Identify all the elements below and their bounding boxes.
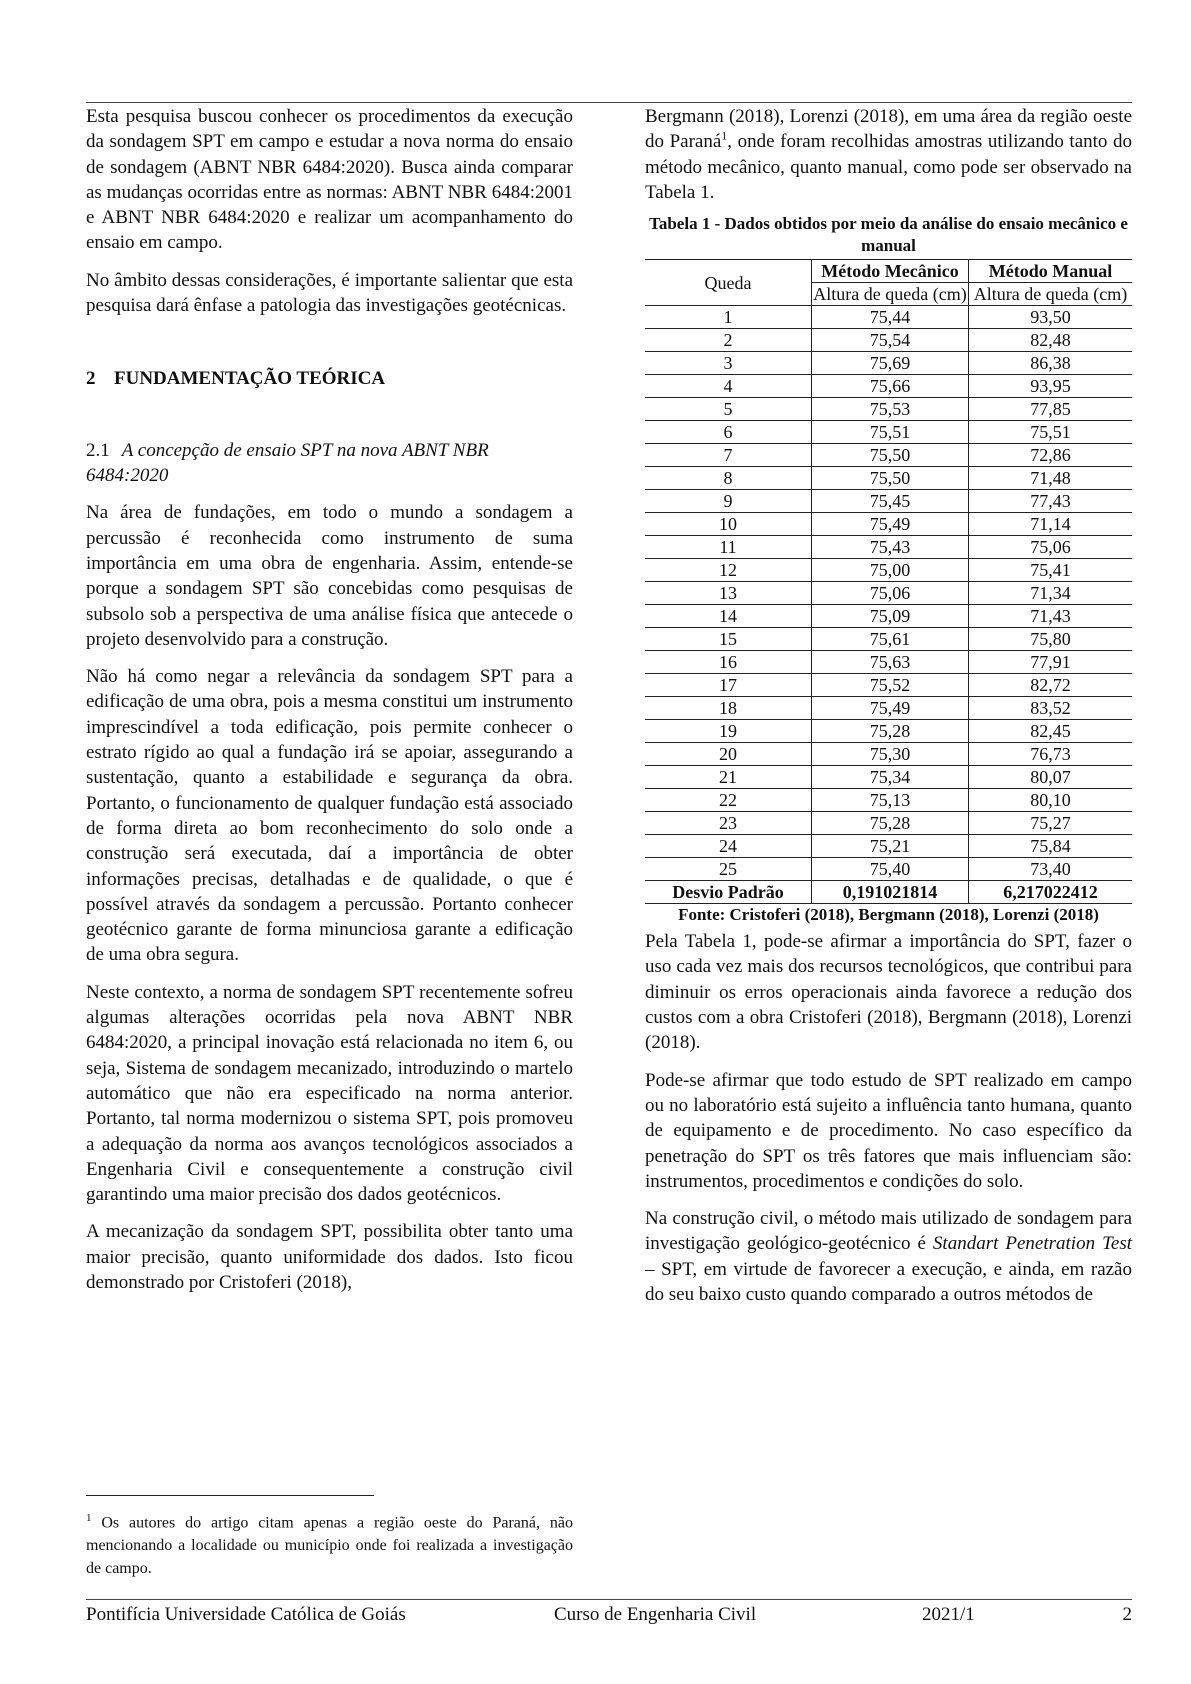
cell-queda: 1	[645, 306, 812, 329]
cell-manual: 75,06	[969, 536, 1133, 559]
cell-mecanico: 75,28	[812, 812, 969, 835]
cell-manual: 83,52	[969, 697, 1133, 720]
cell-mecanico: 75,21	[812, 835, 969, 858]
cell-mecanico: 75,43	[812, 536, 969, 559]
footnote	[86, 1507, 573, 1580]
header-metodo-mecanico: Método Mecânico	[812, 260, 969, 283]
cell-manual: 82,72	[969, 674, 1133, 697]
subheader-altura-manual: Altura de queda (cm)	[969, 283, 1133, 306]
header-rule	[86, 102, 1132, 103]
footer-course: Curso de Engenharia Civil	[554, 1604, 757, 1625]
cell-queda: 24	[645, 835, 812, 858]
cell-queda: 17	[645, 674, 812, 697]
footnote-marker: 1	[86, 1512, 92, 1524]
table-row	[645, 467, 1132, 490]
cell-queda: 10	[645, 513, 812, 536]
table-row	[645, 605, 1132, 628]
cell-queda: 21	[645, 766, 812, 789]
cell-mecanico: 75,63	[812, 651, 969, 674]
cell-manual: 76,73	[969, 743, 1133, 766]
cell-mecanico: 75,54	[812, 329, 969, 352]
paragraph-fundacoes: Na área de fundações, em todo o mundo a sondagem a percussão é reconhecida como instrumento de suma importância em uma obra de engenharia. Assim, entende-se porque a sondagem SPT são concebidas como pesquisas de subsolo sob a perspectiva de uma análise física que antecede o projeto desenvolvido para a construção.	[86, 502, 573, 650]
footer-page-number: 2	[1122, 1604, 1132, 1625]
section-title: FUNDAMENTAÇÃO TEÓRICA	[114, 368, 386, 390]
paragraph-continuation-b: , onde foram recolhidas amostras utilizando tanto do método mecânico, quanto manual, como pode ser observado na Tabela 1.	[645, 131, 1132, 203]
cell-mecanico: 75,52	[812, 674, 969, 697]
cell-manual: 86,38	[969, 352, 1133, 375]
table-row	[645, 651, 1132, 674]
cell-mecanico: 75,51	[812, 421, 969, 444]
footer-semester: 2021/1	[922, 1604, 975, 1625]
cell-manual: 75,41	[969, 559, 1133, 582]
cell-mecanico: 75,34	[812, 766, 969, 789]
cell-queda: 6	[645, 421, 812, 444]
table-row	[645, 628, 1132, 651]
table-row	[645, 398, 1132, 421]
subsection-title: A concepção de ensaio SPT na nova ABNT NBR 6484:2020	[86, 440, 489, 487]
cell-mecanico: 75,45	[812, 490, 969, 513]
cell-queda: 22	[645, 789, 812, 812]
table-source: Fonte: Cristoferi (2018), Bergmann (2018), Lorenzi (2018)	[678, 905, 1099, 925]
paragraph-fatores: Pode-se afirmar que todo estudo de SPT realizado em campo ou no laboratório está sujeito a influência tanto humana, quanto de equipamento e de procedimento. No caso específico da penetração do SPT os três fatores que mais influenciam são: instrumentos, procedimentos e condições do solo.	[645, 1069, 1132, 1192]
footer-institution: Pontifícia Universidade Católica de Goiás	[86, 1604, 406, 1625]
paragraph-tabela-analise: Pela Tabela 1, pode-se afirmar a importância do SPT, fazer o uso cada vez mais dos recursos tecnológicos, que contribui para diminuir os erros operacionais ainda favorece a redução dos custos com a obra Cristoferi (2018), Bergmann (2018), Lorenzi (2018).	[645, 931, 1132, 1054]
table-row	[645, 812, 1132, 835]
cell-queda: 9	[645, 490, 812, 513]
cell-manual: 73,40	[969, 858, 1133, 881]
cell-manual: 80,10	[969, 789, 1133, 812]
cell-manual: 71,34	[969, 582, 1133, 605]
table-row	[645, 789, 1132, 812]
cell-mecanico: 75,09	[812, 605, 969, 628]
cell-mecanico: 75,69	[812, 352, 969, 375]
table-row	[645, 490, 1132, 513]
cell-queda: 7	[645, 444, 812, 467]
cell-queda: 4	[645, 375, 812, 398]
table-row	[645, 743, 1132, 766]
paragraph-relevancia: Não há como negar a relevância da sondagem SPT para a edificação de uma obra, pois a mesma constitui um instrumento imprescindível a toda edificação, pois permite conhecer o estrato rígido ao qual a fundação irá se apoiar, assegurando a sustentação, quanto a estabilidade e segurança da obra. Portanto, o funcionamento de qualquer fundação está associado de forma direta ao bom reconhecimento do solo onde a construção será executada, daí a importância de obter informações precisas, detalhadas e de qualidade, o que é possível através da sondagem a percussão. Portanto conhecer geotécnico garante de forma minunciosa garante a edificação de uma obra segura.	[86, 666, 573, 966]
paragraph-mecanizacao: A mecanização da sondagem SPT, possibilita obter tanto uma maior precisão, quanto uniformidade dos dados. Isto ficou demonstrado por Cristoferi (2018),	[86, 1221, 573, 1293]
cell-queda: 14	[645, 605, 812, 628]
cell-manual: 77,43	[969, 490, 1133, 513]
cell-mecanico: 75,50	[812, 444, 969, 467]
cell-queda: 5	[645, 398, 812, 421]
footnote-text: Os autores do artigo citam apenas a região oeste do Paraná, não mencionando a localidade ou município onde foi realizada a investigação de campo.	[86, 1514, 573, 1578]
cell-mecanico: 75,66	[812, 375, 969, 398]
cell-mecanico: 75,06	[812, 582, 969, 605]
table-row	[645, 352, 1132, 375]
cell-mecanico: 75,53	[812, 398, 969, 421]
subsection-number: 2.1	[86, 440, 110, 462]
cell-queda: 15	[645, 628, 812, 651]
cell-manual: 75,27	[969, 812, 1133, 835]
paragraph-metodo-b: – SPT, em virtude de favorecer a execução, e ainda, em razão do seu baixo custo quando comparado a outros métodos de	[645, 1258, 1132, 1306]
table-caption: Tabela 1 - Dados obtidos por meio da análise do ensaio mecânico e manual	[649, 214, 1128, 256]
paragraph-scope: No âmbito dessas considerações, é importante salientar que esta pesquisa dará ênfase a patologia das investigações geotécnicas.	[86, 269, 573, 317]
table-row	[645, 766, 1132, 789]
table-row	[645, 536, 1132, 559]
table-row	[645, 375, 1132, 398]
cell-manual: 93,50	[969, 306, 1133, 329]
table-row-desvio-padrao	[645, 881, 1132, 904]
cell-manual: 75,80	[969, 628, 1133, 651]
table-row	[645, 674, 1132, 697]
table-row	[645, 858, 1132, 881]
sd-manual: 6,217022412	[969, 881, 1133, 904]
cell-manual: 82,48	[969, 329, 1133, 352]
subheader-altura-mecanico: Altura de queda (cm)	[813, 284, 967, 305]
right-column	[645, 104, 1132, 1319]
paragraph-contexto: Neste contexto, a norma de sondagem SPT recentemente sofreu algumas alterações ocorridas pela nova ABNT NBR 6484:2020, a principal inovação está relacionada no item 6, ou seja, Sistema de sondagem mecanizado, introduzindo o martelo automático que não era especificado na norma anterior. Portanto, tal norma modernizou o sistema SPT, pois promoveu a adequação da norma aos avanços tecnológicos associados a Engenharia Civil e consequentemente a construção civil garantindo uma maior precisão dos dados geotécnicos.	[86, 981, 573, 1206]
sd-mecanico: 0,191021814	[812, 881, 969, 904]
cell-queda: 18	[645, 697, 812, 720]
cell-manual: 71,43	[969, 605, 1133, 628]
table-row	[645, 513, 1132, 536]
subsection-heading	[86, 438, 573, 488]
header-queda: Queda	[645, 260, 812, 306]
cell-queda: 20	[645, 743, 812, 766]
page-footer	[86, 1604, 1132, 1630]
footer-rule	[86, 1599, 1132, 1600]
sd-label: Desvio Padrão	[645, 881, 812, 904]
cell-queda: 12	[645, 559, 812, 582]
cell-manual: 82,45	[969, 720, 1133, 743]
cell-mecanico: 75,13	[812, 789, 969, 812]
data-table	[645, 259, 1132, 904]
header-metodo-manual: Método Manual	[969, 260, 1133, 283]
cell-queda: 8	[645, 467, 812, 490]
cell-manual: 71,48	[969, 467, 1133, 490]
cell-queda: 3	[645, 352, 812, 375]
cell-queda: 23	[645, 812, 812, 835]
cell-mecanico: 75,49	[812, 513, 969, 536]
paragraph-metodo-a: Na construção civil, o método mais utilizado de sondagem para investigação geológico-geotécnico é	[645, 1208, 1132, 1255]
left-column	[86, 104, 573, 1307]
footnote-rule	[86, 1495, 374, 1496]
footnote-reference[interactable]: 1	[721, 128, 728, 143]
section-number: 2	[86, 368, 96, 390]
cell-mecanico: 75,30	[812, 743, 969, 766]
table-row	[645, 720, 1132, 743]
table-row	[645, 582, 1132, 605]
cell-queda: 2	[645, 329, 812, 352]
cell-manual: 71,14	[969, 513, 1133, 536]
cell-queda: 25	[645, 858, 812, 881]
cell-manual: 93,95	[969, 375, 1133, 398]
cell-mecanico: 75,50	[812, 467, 969, 490]
cell-queda: 13	[645, 582, 812, 605]
cell-queda: 11	[645, 536, 812, 559]
paragraph-continuation	[645, 104, 1132, 205]
cell-mecanico: 75,40	[812, 858, 969, 881]
paragraph-continuation-a: Bergmann (2018), Lorenzi (2018), em uma área da região oeste do Paraná	[645, 106, 1132, 153]
table-row	[645, 835, 1132, 858]
cell-mecanico: 75,44	[812, 306, 969, 329]
cell-queda: 16	[645, 651, 812, 674]
cell-queda: 19	[645, 720, 812, 743]
paragraph-metodo-italic: Standart Penetration Test	[932, 1233, 1132, 1255]
cell-manual: 77,91	[969, 651, 1133, 674]
table-row	[645, 421, 1132, 444]
cell-manual: 75,84	[969, 835, 1133, 858]
cell-mecanico: 75,00	[812, 559, 969, 582]
cell-manual: 75,51	[969, 421, 1133, 444]
section-heading	[86, 368, 573, 390]
paragraph-intro: Esta pesquisa buscou conhecer os procedimentos da execução da sondagem SPT em campo e estudar a nova norma do ensaio de sondagem (ABNT NBR 6484:2020). Busca ainda comparar as mudanças ocorridas entre as normas: ABNT NBR 6484:2001 e ABNT NBR 6484:2020 e realizar um acompanhamento do ensaio em campo.	[86, 106, 573, 254]
cell-manual: 72,86	[969, 444, 1133, 467]
cell-manual: 80,07	[969, 766, 1133, 789]
cell-mecanico: 75,49	[812, 697, 969, 720]
table-row	[645, 559, 1132, 582]
table-row	[645, 444, 1132, 467]
cell-manual: 77,85	[969, 398, 1133, 421]
table-row	[645, 329, 1132, 352]
table-row	[645, 306, 1132, 329]
table-body	[645, 306, 1132, 881]
table-row	[645, 697, 1132, 720]
cell-mecanico: 75,28	[812, 720, 969, 743]
paragraph-metodo	[645, 1206, 1132, 1307]
cell-mecanico: 75,61	[812, 628, 969, 651]
